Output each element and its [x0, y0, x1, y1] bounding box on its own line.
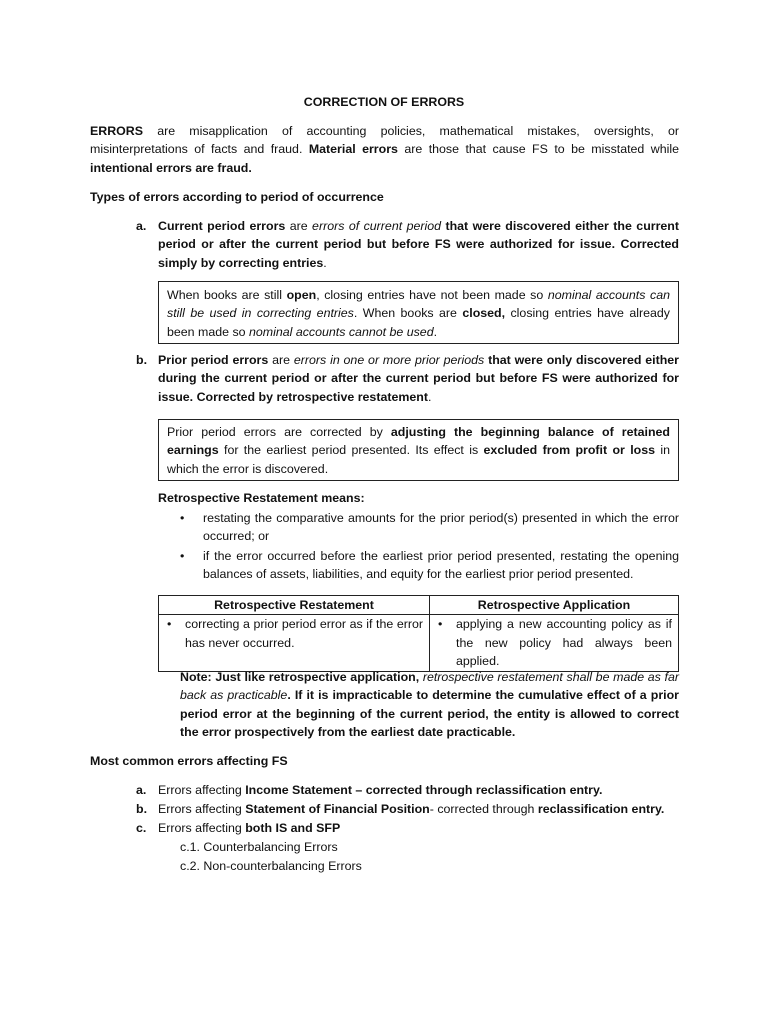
types-heading: Types of errors according to period of occurrence	[90, 190, 384, 204]
common-item-income-statement	[136, 781, 679, 799]
text-run: Errors affecting	[158, 821, 246, 835]
text-run: .	[323, 255, 327, 270]
term-bold: retrospective restatement	[276, 389, 428, 404]
text-run-bold: Note: Just like retrospective application,	[180, 670, 423, 684]
text-run: for the earliest period presented. Its effect is	[218, 443, 484, 458]
term-italic: errors of current period	[312, 219, 442, 233]
text-run: Prior period errors are corrected by	[167, 425, 391, 439]
sub-item-counterbalancing: c.1. Counterbalancing Errors	[180, 840, 338, 854]
list-item-text	[158, 781, 679, 799]
document-title: CORRECTION OF ERRORS	[303, 95, 465, 109]
term-italic: nominal accounts cannot be used	[248, 324, 434, 339]
text-run-bold: that were discovered either the current period or after the current period but before FS were authorized for issue. Corrected simply by	[158, 219, 679, 270]
text-run-bold: . If it is	[287, 688, 333, 703]
bullet-icon: •	[180, 549, 185, 563]
text-run: . When books are	[353, 306, 463, 321]
bullet-icon: •	[180, 511, 185, 525]
bullet-text: restating the comparative amounts for the prior period(s) presented in which the error occurred; or	[203, 511, 679, 544]
list-item-current-period	[136, 217, 679, 272]
list-item-prior-period	[136, 351, 679, 406]
list-item-text	[158, 217, 679, 272]
term-bold: Prior period errors	[158, 353, 269, 367]
common-item-both	[136, 819, 679, 837]
prior-period-correction-box	[158, 419, 679, 481]
text-run-bold: that were only discovered either during the current period or after the current period but before FS were authorized for issue. Corrected by	[158, 353, 680, 404]
list-item-text	[158, 819, 679, 837]
text-run: are	[268, 353, 294, 367]
text-run: When books are still	[167, 288, 287, 302]
cell-text: applying a new accounting policy as if the new policy had always been applied.	[456, 617, 672, 669]
table-header-restatement: Retrospective Restatement	[159, 596, 430, 615]
text-run-bold: – corrected through	[351, 783, 476, 797]
bullet-icon: •	[438, 617, 443, 632]
table-row	[159, 615, 679, 671]
text-run: in which the error is discovered.	[167, 443, 671, 476]
term-bold: both IS and SFP	[245, 821, 341, 835]
table-cell-application	[430, 615, 679, 671]
text-run: .	[433, 324, 438, 339]
term-italic: nominal accounts can still be used in correcting entries	[167, 288, 670, 321]
common-errors-heading: Most common errors affecting FS	[90, 754, 288, 768]
list-marker: b.	[136, 802, 148, 816]
term-italic: retrospective restatement shall be made as far back as practicable	[180, 670, 680, 703]
list-marker: c.	[136, 821, 147, 835]
term-bold: prospectively	[234, 725, 315, 740]
term-bold: correcting entries	[218, 255, 324, 270]
text-run: closing entries have already been made so	[167, 306, 671, 339]
list-marker: b.	[136, 353, 148, 367]
list-marker: a.	[136, 783, 147, 797]
term-bold: Current period errors	[158, 219, 286, 233]
table-cell-restatement	[159, 615, 430, 671]
restatement-vs-application-table	[158, 595, 679, 672]
cell-text: correcting a prior period error as if the error has never occurred.	[185, 617, 423, 650]
intro-intentional: intentional errors are fraud.	[90, 160, 252, 175]
table-header-row	[159, 596, 679, 615]
text-run: - corrected through	[429, 802, 538, 816]
list-marker: a.	[136, 219, 147, 233]
term-bold: open	[286, 288, 317, 302]
term-bold: Income Statement	[245, 783, 352, 797]
text-run: Errors affecting	[158, 783, 246, 797]
intro-text-2: are those that cause FS to be misstated while	[397, 142, 679, 157]
text-run-bold: from the earliest date practicable.	[314, 725, 516, 740]
term-bold: impracticable	[332, 688, 413, 703]
retro-bullet-1	[180, 509, 679, 546]
list-item-text	[158, 351, 679, 406]
bullet-icon: •	[167, 617, 172, 632]
common-item-sfp	[136, 800, 679, 818]
bullet-text: if the error occurred before the earliest prior period presented, restating the opening balances of assets, liabilities, and equity for the earliest prior period presented.	[203, 549, 679, 582]
intro-term: ERRORS	[90, 124, 144, 138]
term-bold: closed,	[462, 306, 506, 321]
term-bold: adjusting the beginning balance of retained earnings	[167, 425, 670, 458]
retro-bullet-2	[180, 547, 679, 584]
text-run-bold: to determine the cumulative effect of a prior period error at the beginning of the current period, the entity is allowed to correct the error	[180, 688, 679, 740]
text-run: are	[285, 219, 313, 233]
term-bold: reclassification entry.	[475, 783, 603, 797]
intro-material: Material errors	[308, 142, 398, 157]
intro-text-1: are misapplication of accounting policies, mathematical mistakes, oversights, or misinterpretations of facts and fraud.	[90, 124, 679, 157]
note-paragraph	[180, 668, 679, 742]
term-bold: reclassification entry.	[537, 802, 665, 816]
term-bold: excluded from profit or loss	[483, 443, 656, 458]
sub-item-non-counterbalancing: c.2. Non-counterbalancing Errors	[180, 859, 362, 873]
term-bold: Statement of Financial Position	[245, 802, 430, 816]
list-item-text	[158, 800, 679, 818]
term-italic: errors in one or more prior periods	[293, 353, 485, 367]
table-header-application: Retrospective Application	[430, 596, 679, 615]
retrospective-restatement-heading: Retrospective Restatement means:	[158, 491, 365, 505]
text-run: .	[427, 389, 432, 404]
open-closed-books-box	[158, 281, 679, 344]
intro-paragraph	[90, 122, 679, 177]
text-run: Errors affecting	[158, 802, 246, 816]
text-run: , closing entries have not been made so	[316, 288, 548, 302]
